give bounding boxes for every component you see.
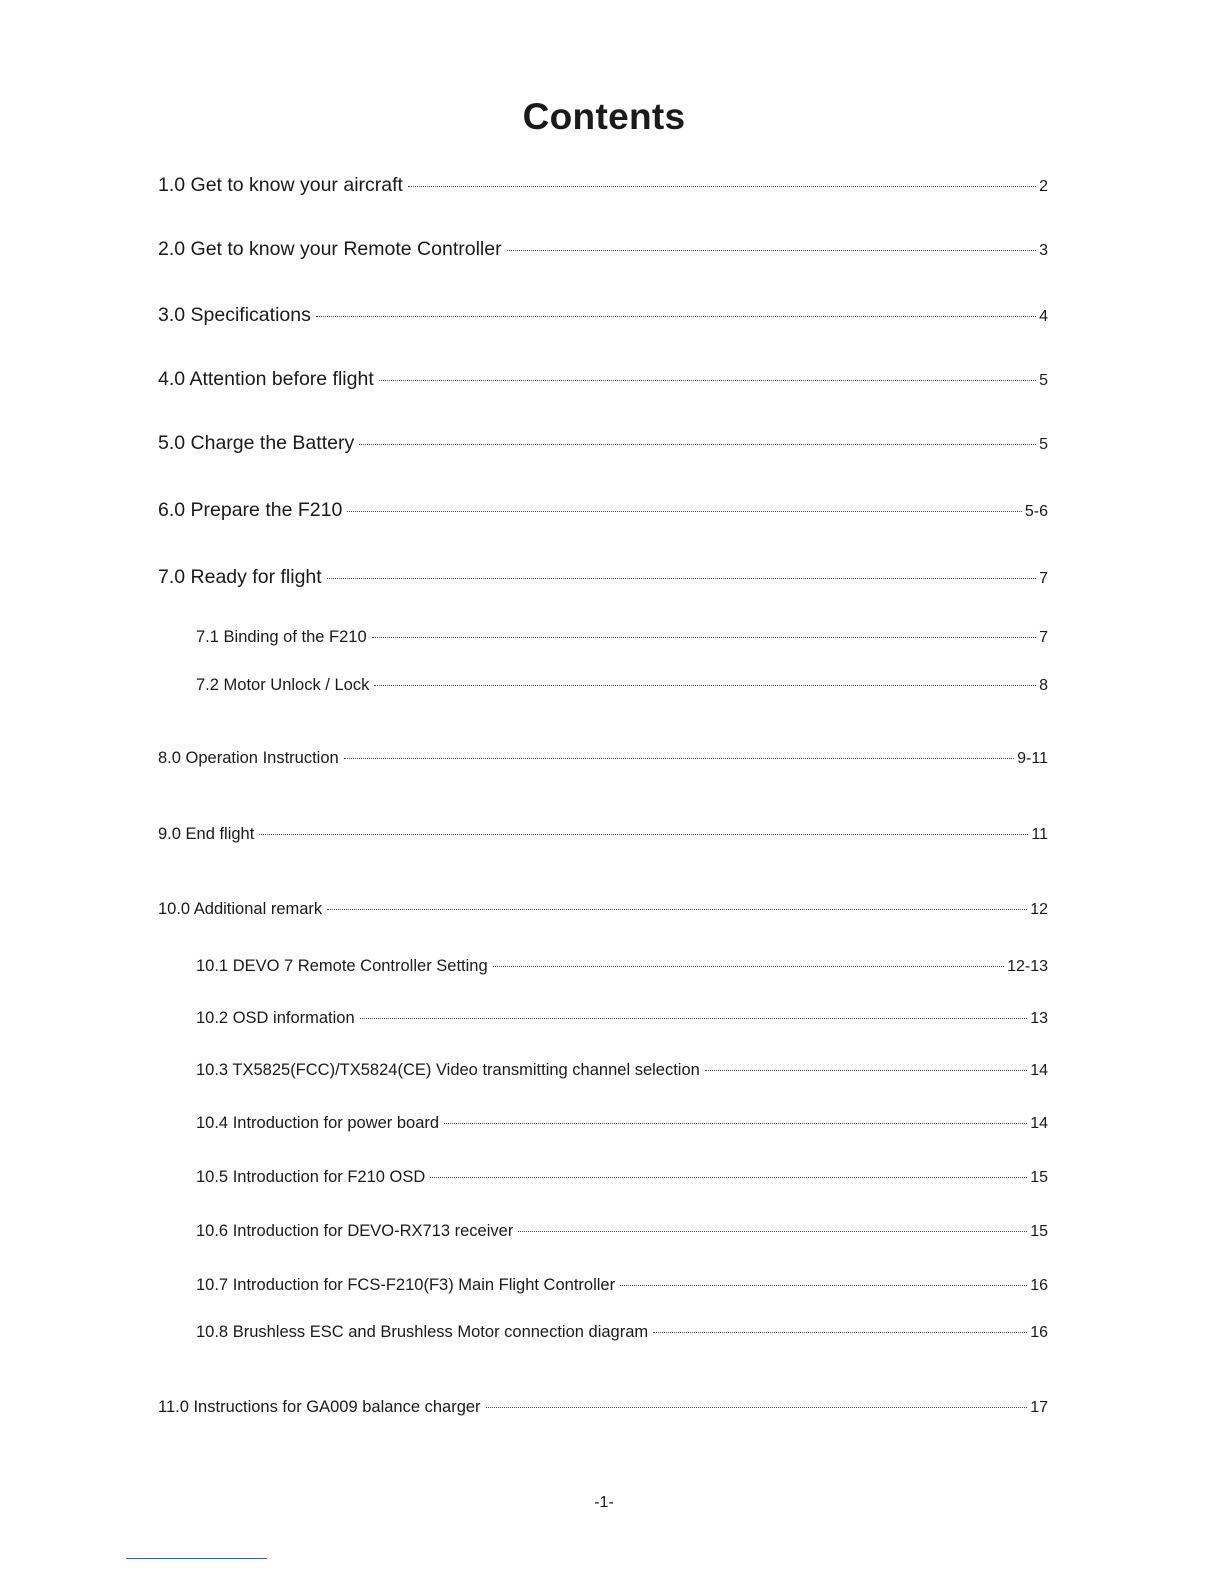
- toc-entry-page: 7: [1039, 629, 1048, 646]
- dot-leader: [408, 186, 1036, 187]
- toc-entry-label: 10.5 Introduction for F210 OSD: [196, 1168, 426, 1186]
- toc-entry-page: 16: [1030, 1324, 1048, 1341]
- toc-subentry[interactable]: [196, 957, 1048, 976]
- toc-subentry[interactable]: [196, 1276, 1048, 1295]
- toc-subentry[interactable]: [196, 1222, 1048, 1241]
- toc-entry-label: 4.0 Attention before flight: [158, 368, 374, 390]
- toc-entry-label: 10.3 TX5825(FCC)/TX5824(CE) Video transmitting channel selection: [196, 1061, 700, 1079]
- toc-entry-page: 13: [1030, 1010, 1048, 1027]
- toc-entry[interactable]: [158, 1398, 1048, 1417]
- toc-subentry[interactable]: [196, 1061, 1048, 1080]
- toc-subentry[interactable]: [196, 1114, 1048, 1133]
- toc-entry-page: 9-11: [1017, 750, 1048, 767]
- dot-leader: [359, 444, 1036, 445]
- toc-entry-page: 11: [1031, 826, 1048, 843]
- dot-leader: [493, 966, 1004, 967]
- toc-entry-label: 11.0 Instructions for GA009 balance charger: [158, 1398, 481, 1416]
- toc-entry[interactable]: [158, 432, 1048, 455]
- toc-entry-label: 10.6 Introduction for DEVO-RX713 receiver: [196, 1222, 514, 1240]
- dot-leader: [327, 578, 1036, 579]
- dot-leader: [374, 685, 1036, 686]
- toc-entry-label: 10.2 OSD information: [196, 1009, 355, 1027]
- page-number: -1-: [594, 1494, 614, 1511]
- dot-leader: [507, 250, 1037, 251]
- toc-entry[interactable]: [158, 825, 1048, 844]
- toc-subentry[interactable]: [196, 1168, 1048, 1187]
- toc-entry-label: 2.0 Get to know your Remote Controller: [158, 238, 502, 260]
- dot-leader: [430, 1177, 1027, 1178]
- toc-entry-page: 8: [1039, 677, 1048, 694]
- dot-leader: [620, 1285, 1027, 1286]
- toc-entry-label: 10.1 DEVO 7 Remote Controller Setting: [196, 957, 488, 975]
- toc-entry[interactable]: [158, 304, 1048, 327]
- dot-leader: [372, 637, 1036, 638]
- toc-entry-page: 5: [1039, 372, 1048, 389]
- toc-entry-page: 12-13: [1007, 958, 1048, 975]
- toc-entry[interactable]: [158, 499, 1048, 522]
- toc-entry-label: 5.0 Charge the Battery: [158, 432, 355, 454]
- toc-entry-label: 7.2 Motor Unlock / Lock: [196, 676, 370, 694]
- toc-subentry[interactable]: [196, 628, 1048, 647]
- toc-entry-page: 14: [1030, 1062, 1048, 1079]
- toc-entry-page: 5-6: [1024, 503, 1048, 520]
- toc-entry-label: 1.0 Get to know your aircraft: [158, 174, 403, 196]
- toc-entry-page: 16: [1030, 1277, 1048, 1294]
- toc-entry-page: 2: [1039, 178, 1048, 195]
- dot-leader: [347, 511, 1022, 512]
- toc-entry-label: 10.0 Additional remark: [158, 900, 323, 918]
- dot-leader: [486, 1407, 1028, 1408]
- toc-entry[interactable]: [158, 749, 1048, 768]
- toc-entry-label: 3.0 Specifications: [158, 304, 311, 326]
- toc-entry-label: 7.1 Binding of the F210: [196, 628, 367, 646]
- page-title: Contents: [522, 96, 686, 137]
- toc-entry[interactable]: [158, 368, 1048, 391]
- toc-subentry[interactable]: [196, 1009, 1048, 1028]
- toc-entry-label: 10.7 Introduction for FCS-F210(F3) Main Flight Controller: [196, 1276, 616, 1294]
- dot-leader: [379, 380, 1036, 381]
- footer-rule: [126, 1558, 267, 1559]
- toc-entry[interactable]: [158, 238, 1048, 261]
- toc-entry-page: 15: [1030, 1169, 1048, 1186]
- toc-entry-page: 14: [1030, 1115, 1048, 1132]
- toc-entry-label: 6.0 Prepare the F210: [158, 499, 343, 521]
- toc-subentry[interactable]: [196, 1323, 1048, 1342]
- toc-entry-page: 5: [1039, 436, 1048, 453]
- dot-leader: [653, 1332, 1027, 1333]
- toc-entry[interactable]: [158, 900, 1048, 919]
- toc-entry[interactable]: [158, 566, 1048, 589]
- toc-entry-label: 10.4 Introduction for power board: [196, 1114, 440, 1132]
- dot-leader: [518, 1231, 1027, 1232]
- toc-entry-page: 4: [1039, 308, 1048, 325]
- toc-entry-page: 3: [1039, 242, 1048, 259]
- dot-leader: [316, 316, 1036, 317]
- toc-entry-page: 15: [1030, 1223, 1048, 1240]
- toc-subentry[interactable]: [196, 676, 1048, 695]
- toc-entry[interactable]: [158, 174, 1048, 197]
- dot-leader: [327, 909, 1027, 910]
- toc-entry-label: 7.0 Ready for flight: [158, 566, 322, 588]
- toc-entry-page: 7: [1039, 570, 1048, 587]
- dot-leader: [344, 758, 1014, 759]
- dot-leader: [259, 834, 1028, 835]
- dot-leader: [360, 1018, 1028, 1019]
- toc-entry-label: 9.0 End flight: [158, 825, 255, 843]
- toc-entry-label: 10.8 Brushless ESC and Brushless Motor connection diagram: [196, 1323, 649, 1341]
- toc-entry-page: 12: [1030, 901, 1048, 918]
- toc-entry-label: 8.0 Operation Instruction: [158, 749, 339, 767]
- toc-entry-page: 17: [1030, 1399, 1048, 1416]
- dot-leader: [705, 1070, 1027, 1071]
- dot-leader: [444, 1123, 1027, 1124]
